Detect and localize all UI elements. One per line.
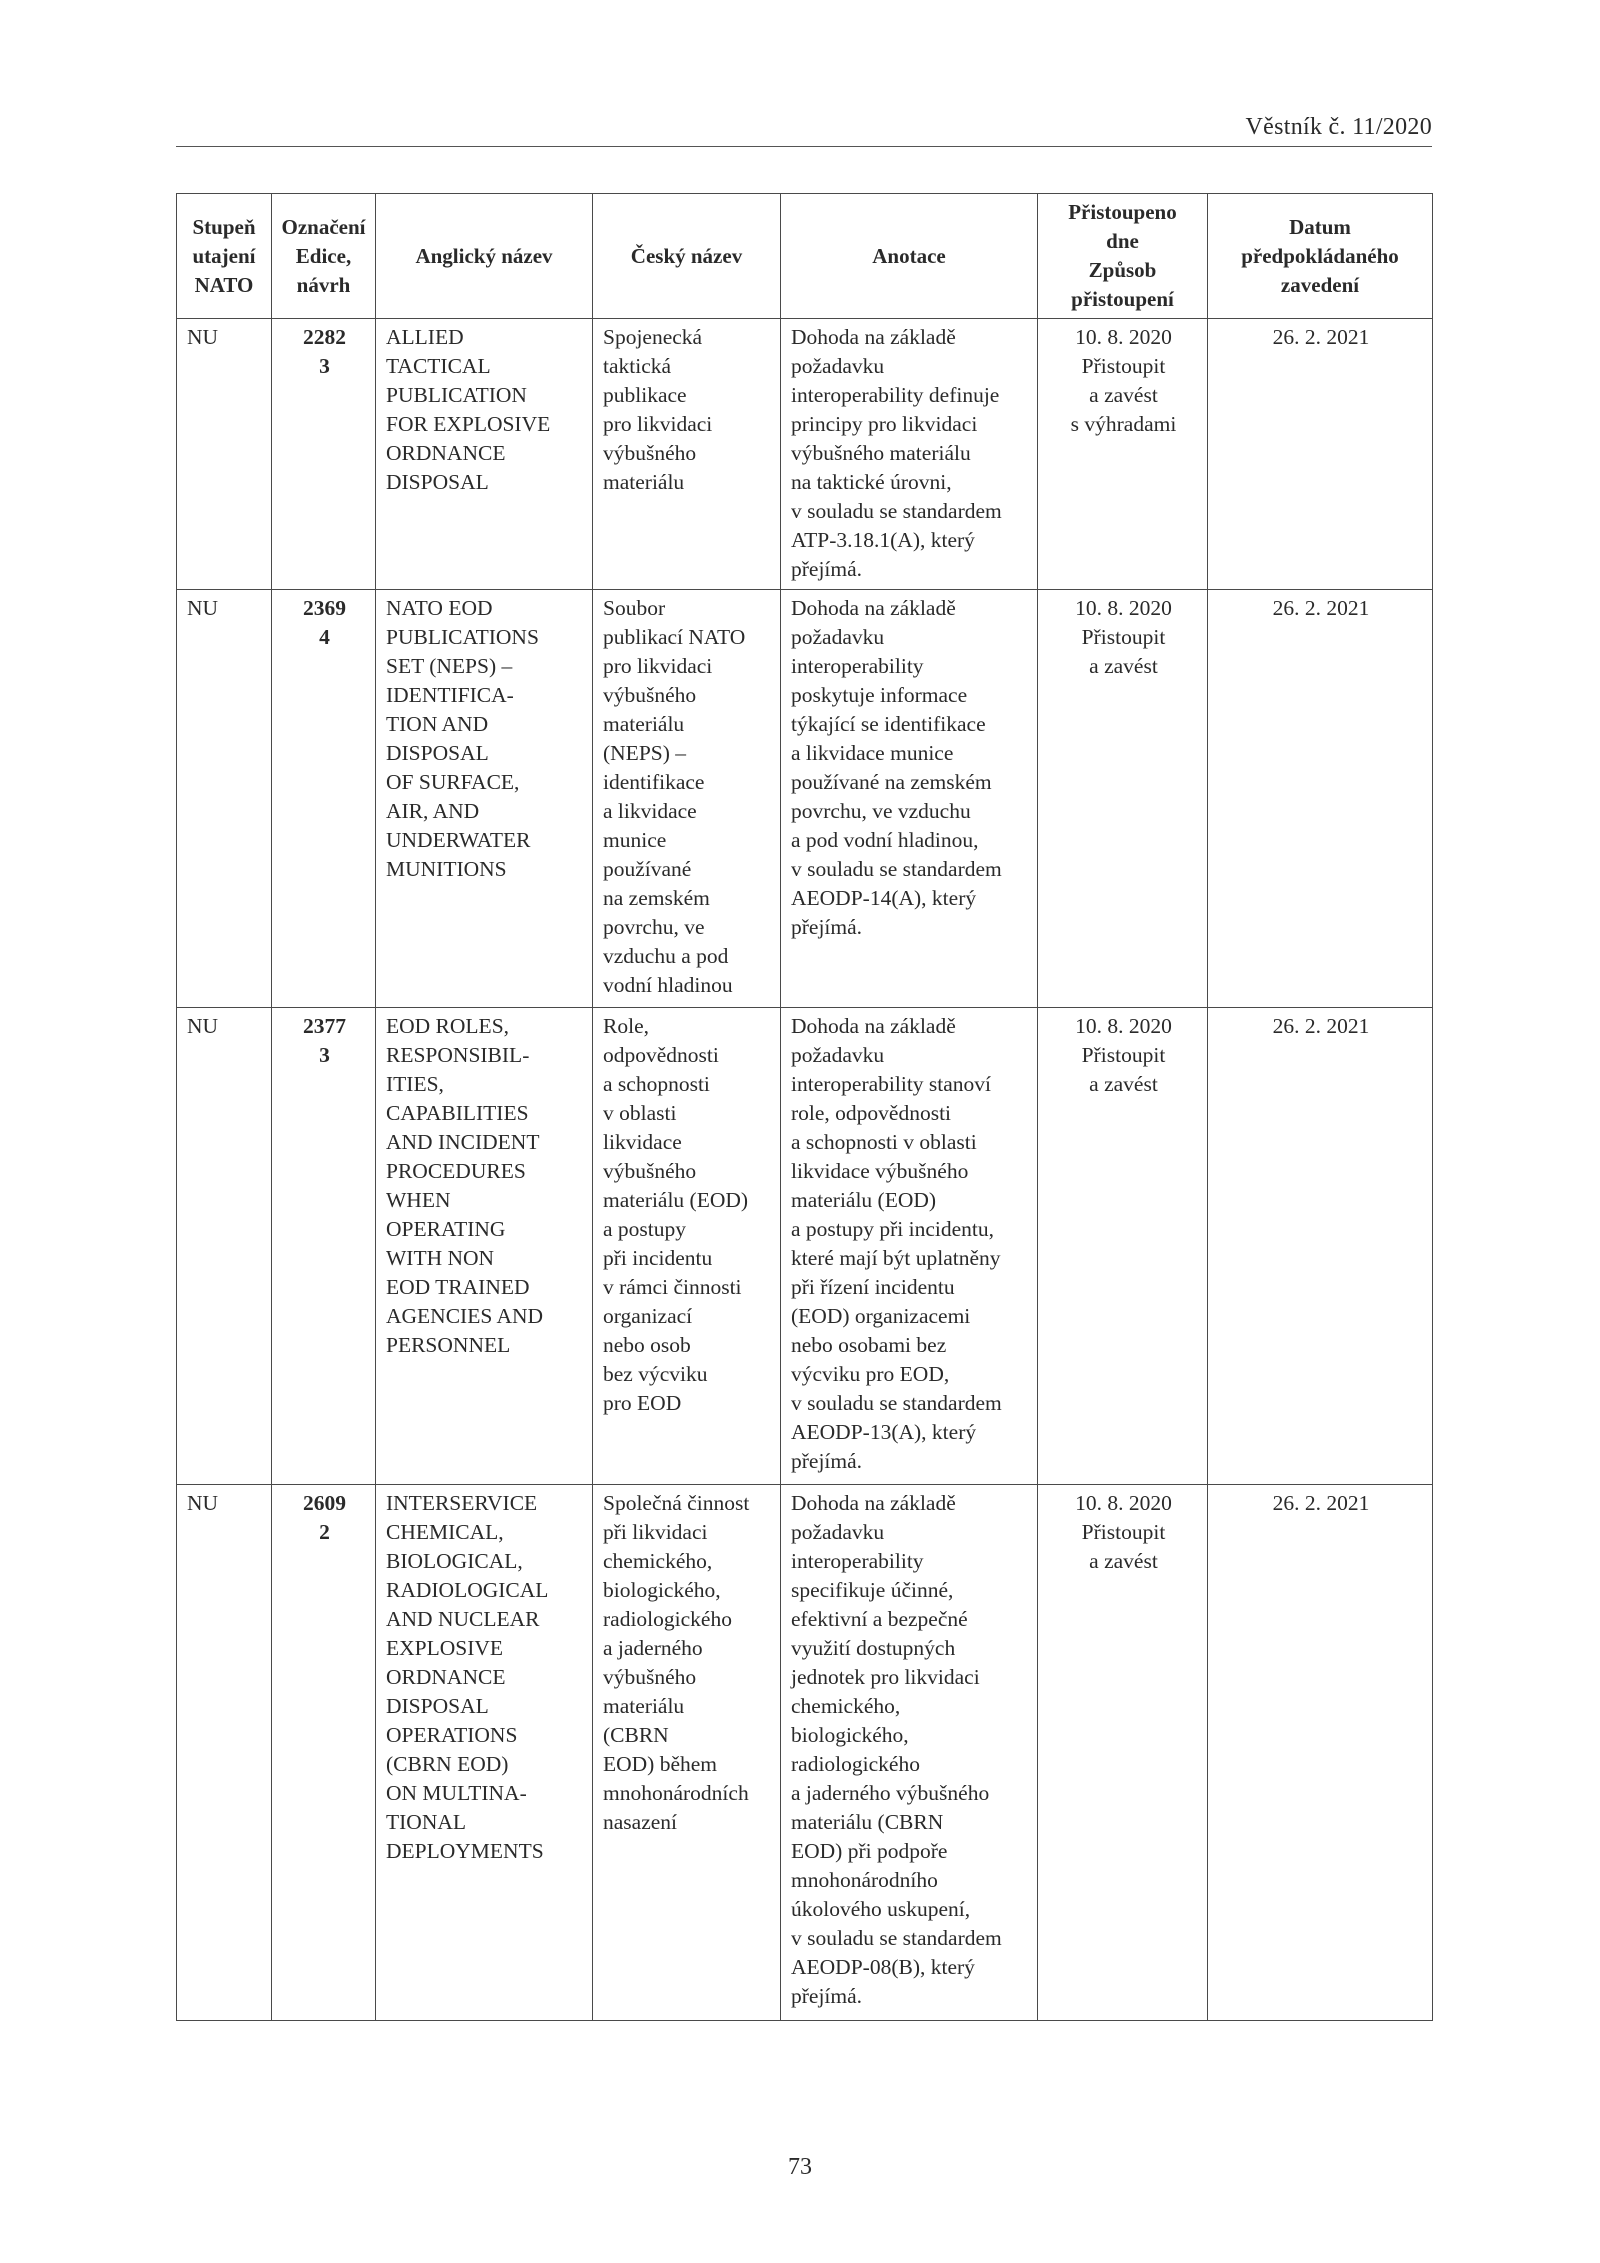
column-header-implementation-date: Datum předpokládaného zavedení bbox=[1208, 194, 1433, 319]
table-header bbox=[177, 194, 1433, 319]
header-row bbox=[177, 194, 1433, 319]
column-header-annotation: Anotace bbox=[781, 194, 1038, 319]
running-header-title: Věstník č. 11/2020 bbox=[1245, 114, 1432, 140]
cell-implementation-date: 26. 2. 2021 bbox=[1208, 1485, 1433, 2021]
cell-annotation: Dohoda na základě požadavku interoperability specifikuje účinné, efektivní a bezpečné využití dostupných jednotek pro likvidaci chemického, biologického, radiologického a jaderného výbušného materiálu (CBRN EOD) při podpoře mnohonárodního úkolového uskupení, v souladu se standardem AEODP-08(B), který přejímá. bbox=[781, 1485, 1038, 2021]
cell-implementation-date: 26. 2. 2021 bbox=[1208, 590, 1433, 1008]
stanag-table bbox=[176, 193, 1433, 2021]
cell-level: NU bbox=[177, 1008, 272, 1485]
cell-czech-title: Soubor publikací NATO pro likvidaci výbušného materiálu (NEPS) – identifikace a likvidace munice používané na zemském povrchu, ve vzduchu a pod vodní hladinou bbox=[593, 590, 781, 1008]
cell-english-title: NATO EOD PUBLICATIONS SET (NEPS) – IDENTIFICA- TION AND DISPOSAL OF SURFACE, AIR, AND UNDERWATER MUNITIONS bbox=[376, 590, 593, 1008]
cell-ratification: 10. 8. 2020 Přistoupit a zavést s výhradami bbox=[1038, 319, 1208, 590]
table-row bbox=[177, 590, 1433, 1008]
cell-ratification: 10. 8. 2020 Přistoupit a zavést bbox=[1038, 1008, 1208, 1485]
edition-number: 2 bbox=[319, 1520, 330, 1544]
cell-edition bbox=[272, 1485, 376, 2021]
edition-number: 4 bbox=[319, 625, 330, 649]
cell-czech-title: Spojenecká taktická publikace pro likvidaci výbušného materiálu bbox=[593, 319, 781, 590]
page-number: 73 bbox=[788, 2154, 812, 2180]
cell-annotation: Dohoda na základě požadavku interoperability stanoví role, odpovědnosti a schopnosti v oblasti likvidace výbušného materiálu (EOD) a postupy při incidentu, které mají být uplatněny při řízení incidentu (EOD) organizacemi nebo osobami bez výcviku pro EOD, v souladu se standardem AEODP-13(A), který přejímá. bbox=[781, 1008, 1038, 1485]
cell-english-title: EOD ROLES, RESPONSIBIL- ITIES, CAPABILITIES AND INCIDENT PROCEDURES WHEN OPERATING WITH NON EOD TRAINED AGENCIES AND PERSONNEL bbox=[376, 1008, 593, 1485]
table-row bbox=[177, 1485, 1433, 2021]
column-header-level: Stupeň utajení NATO bbox=[177, 194, 272, 319]
cell-annotation: Dohoda na základě požadavku interoperability poskytuje informace týkající se identifikace a likvidace munice používané na zemském povrchu, ve vzduchu a pod vodní hladinou, v souladu se standardem AEODP-14(A), který přejímá. bbox=[781, 590, 1038, 1008]
cell-czech-title: Společná činnost při likvidaci chemického, biologického, radiologického a jaderného výbušného materiálu (CBRN EOD) během mnohonárodních nasazení bbox=[593, 1485, 781, 2021]
cell-edition bbox=[272, 1008, 376, 1485]
edition-number: 3 bbox=[319, 1043, 330, 1067]
cell-level: NU bbox=[177, 1485, 272, 2021]
cell-ratification: 10. 8. 2020 Přistoupit a zavést bbox=[1038, 590, 1208, 1008]
cell-edition bbox=[272, 590, 376, 1008]
cell-english-title: ALLIED TACTICAL PUBLICATION FOR EXPLOSIVE ORDNANCE DISPOSAL bbox=[376, 319, 593, 590]
header-rule bbox=[176, 146, 1432, 147]
cell-implementation-date: 26. 2. 2021 bbox=[1208, 319, 1433, 590]
edition-number: 3 bbox=[319, 354, 330, 378]
cell-edition bbox=[272, 319, 376, 590]
column-header-czech-title: Český název bbox=[593, 194, 781, 319]
column-header-english-title: Anglický název bbox=[376, 194, 593, 319]
table-body bbox=[177, 319, 1433, 2021]
table-row bbox=[177, 1008, 1433, 1485]
column-header-edition: Označení Edice, návrh bbox=[272, 194, 376, 319]
cell-czech-title: Role, odpovědnosti a schopnosti v oblasti likvidace výbušného materiálu (EOD) a postupy při incidentu v rámci činnosti organizací nebo osob bez výcviku pro EOD bbox=[593, 1008, 781, 1485]
cell-annotation: Dohoda na základě požadavku interoperability definuje principy pro likvidaci výbušného materiálu na taktické úrovni, v souladu se standardem ATP-3.18.1(A), který přejímá. bbox=[781, 319, 1038, 590]
cell-ratification: 10. 8. 2020 Přistoupit a zavést bbox=[1038, 1485, 1208, 2021]
stanag-number: 2282 bbox=[303, 325, 346, 349]
cell-implementation-date: 26. 2. 2021 bbox=[1208, 1008, 1433, 1485]
table-row bbox=[177, 319, 1433, 590]
cell-english-title: INTERSERVICE CHEMICAL, BIOLOGICAL, RADIOLOGICAL AND NUCLEAR EXPLOSIVE ORDNANCE DISPOSAL OPERATIONS (CBRN EOD) ON MULTINA- TIONAL DEPLOYMENTS bbox=[376, 1485, 593, 2021]
column-header-ratification: Přistoupeno dne Způsob přistoupení bbox=[1038, 194, 1208, 319]
cell-level: NU bbox=[177, 590, 272, 1008]
cell-level: NU bbox=[177, 319, 272, 590]
stanag-number: 2377 bbox=[303, 1014, 346, 1038]
stanag-number: 2369 bbox=[303, 596, 346, 620]
stanag-number: 2609 bbox=[303, 1491, 346, 1515]
